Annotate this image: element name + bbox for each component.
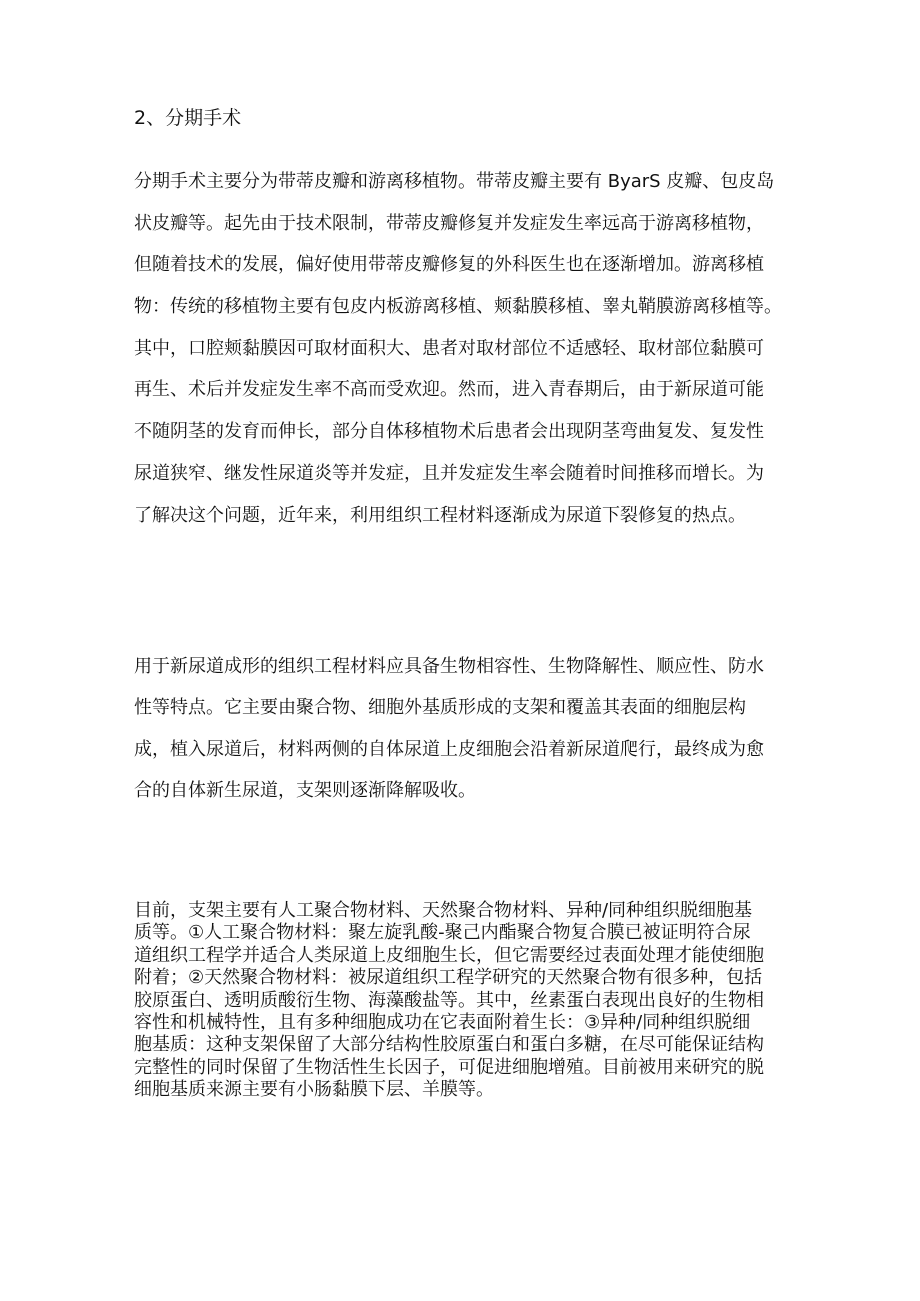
paragraph-staged-surgery	[134, 166, 814, 541]
text-line: 用于新尿道成形的组织工程材料应具备生物相容性、生物降解性、顺应性、防水	[134, 656, 764, 677]
text-line: 成，植入尿道后，材料两侧的自体尿道上皮细胞会沿着新尿道爬行，最终成为愈	[134, 738, 764, 760]
text-line: 状皮瓣等。起先由于技术限制，带蒂皮瓣修复并发症发生率远高于游离移植物，	[134, 212, 764, 234]
text-line: 质等。①人工聚合物材料：聚左旋乳酸-聚己内酯聚合物复合膜已被证明符合尿	[134, 922, 751, 944]
paragraph-tissue-engineering	[134, 651, 814, 816]
text-line: 完整性的同时保留了生物活性生长因子，可促进细胞增殖。目前被用来研究的脱	[134, 1056, 764, 1078]
text-line: 容性和机械特性，且有多种细胞成功在它表面附着生长：③异种/同种组织脱细	[134, 1011, 751, 1033]
text-line: 尿道狭窄、继发性尿道炎等并发症，且并发症发生率会随着时间推移而增长。为	[134, 462, 764, 484]
text-line: 再生、术后并发症发生率不高而受欢迎。然而，进入青春期后，由于新尿道可能	[134, 379, 764, 401]
section-heading: 2、分期手术	[134, 107, 242, 129]
text-line: 合的自体新生尿道，支架则逐渐降解吸收。	[134, 779, 476, 801]
text-line: 了解决这个问题，近年来，利用组织工程材料逐渐成为尿道下裂修复的热点。	[134, 504, 746, 526]
text-line: 物：传统的移植物主要有包皮内板游离移植、颊黏膜移植、睾丸鞘膜游离移植等。	[134, 296, 782, 318]
text-line: 附着；②天然聚合物材料：被尿道组织工程学研究的天然聚合物有很多种，包括	[134, 967, 763, 989]
text-line: 目前，支架主要有人工聚合物材料、天然聚合物材料、异种/同种组织脱细胞基	[134, 900, 753, 921]
paragraph-scaffold-materials	[134, 900, 814, 1102]
text-line: 细胞基质来源主要有小肠黏膜下层、羊膜等。	[134, 1079, 494, 1101]
text-line: 胞基质：这种支架保留了大部分结构性胶原蛋白和蛋白多糖，在尽可能保证结构	[134, 1034, 764, 1056]
text-line: 胶原蛋白、透明质酸衍生物、海藻酸盐等。其中，丝素蛋白表现出良好的生物相	[134, 989, 764, 1011]
text-line: 性等特点。它主要由聚合物、细胞外基质形成的支架和覆盖其表面的细胞层构	[134, 697, 746, 719]
text-line: 但随着技术的发展，偏好使用带蒂皮瓣修复的外科医生也在逐渐增加。游离移植	[134, 254, 764, 276]
text-line: 不随阴茎的发育而伸长，部分自体移植物术后患者会出现阴茎弯曲复发、复发性	[134, 421, 764, 443]
text-line: 道组织工程学并适合人类尿道上皮细胞生长，但它需要经过表面处理才能使细胞	[134, 944, 764, 966]
text-line: 分期手术主要分为带蒂皮瓣和游离移植物。带蒂皮瓣主要有 ByarS 皮瓣、包皮岛	[134, 171, 775, 192]
text-line: 其中，口腔颊黏膜因可取材面积大、患者对取材部位不适感轻、取材部位黏膜可	[134, 337, 764, 359]
